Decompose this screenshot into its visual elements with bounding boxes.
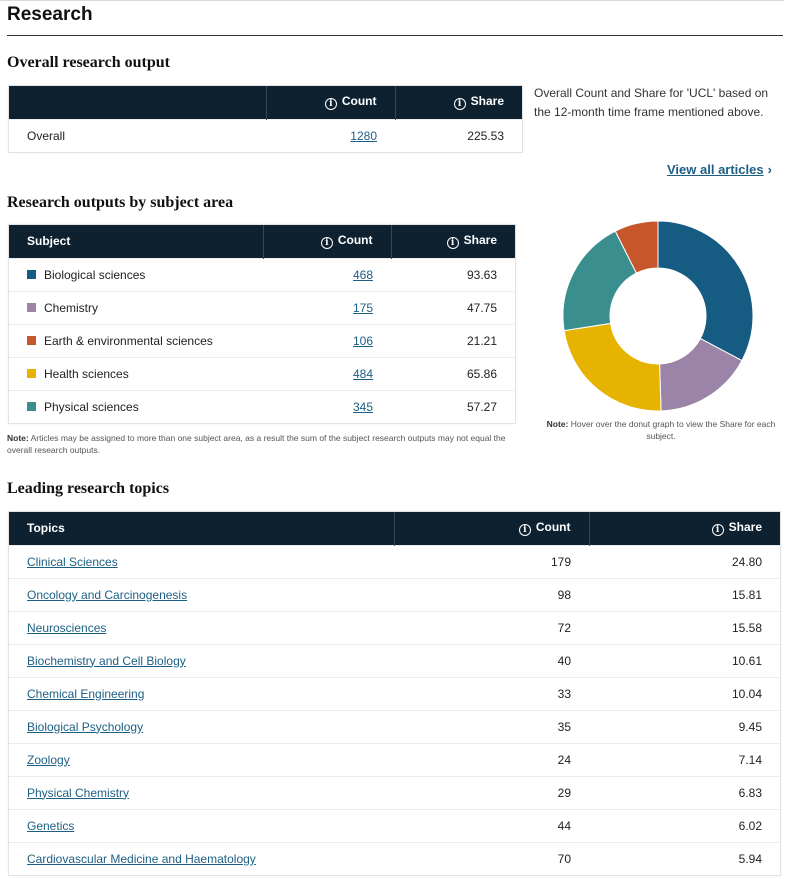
topic-share: 7.14	[589, 743, 780, 776]
topic-cell	[9, 578, 394, 611]
subject-label-cell	[9, 357, 263, 390]
subject-count-link[interactable]: 484	[352, 366, 373, 381]
overall-description: Overall Count and Share for 'UCL' based on the 12-month time frame mentioned above.	[534, 86, 769, 119]
info-icon[interactable]: i	[325, 98, 337, 110]
topic-cell	[9, 710, 394, 743]
table-row	[9, 578, 780, 611]
subject-share: 93.63	[391, 258, 515, 291]
table-row	[9, 324, 515, 357]
subject-count-cell	[263, 324, 391, 357]
overall-count-link[interactable]: 1280	[350, 128, 377, 143]
overall-count-cell	[266, 119, 395, 152]
subject-count-link[interactable]: 468	[352, 267, 373, 282]
legend-swatch	[27, 303, 36, 312]
subjects-header-count[interactable]: i Count	[263, 225, 391, 258]
subject-label: Chemistry	[44, 300, 99, 315]
topic-share: 15.58	[589, 611, 780, 644]
subject-label: Biological sciences	[44, 267, 146, 282]
topic-share: 9.45	[589, 710, 780, 743]
topic-link[interactable]: Clinical Sciences	[27, 554, 118, 569]
topic-share: 15.81	[589, 578, 780, 611]
table-row	[9, 776, 780, 809]
topic-cell	[9, 776, 394, 809]
subject-share: 65.86	[391, 357, 515, 390]
table-row	[9, 611, 780, 644]
topic-cell	[9, 842, 394, 875]
topic-cell	[9, 611, 394, 644]
subject-count-cell	[263, 291, 391, 324]
overall-label: Overall	[9, 119, 266, 152]
topics-table	[9, 512, 780, 875]
top-divider	[0, 0, 784, 1]
subject-count-cell	[263, 390, 391, 423]
legend-swatch	[27, 270, 36, 279]
table-row	[9, 644, 780, 677]
topic-count: 44	[394, 809, 589, 842]
topic-count: 33	[394, 677, 589, 710]
subject-donut-chart[interactable]	[563, 221, 753, 411]
topic-link[interactable]: Physical Chemistry	[27, 785, 130, 800]
view-all-articles-link[interactable]: View all articles ›	[667, 162, 772, 177]
topic-count: 40	[394, 644, 589, 677]
topics-section-title: Leading research topics	[7, 480, 170, 497]
topic-count: 24	[394, 743, 589, 776]
info-icon[interactable]: i	[519, 524, 531, 536]
overall-share: 225.53	[395, 119, 522, 152]
subject-label: Physical sciences	[44, 399, 139, 414]
page-title: Research	[7, 4, 93, 25]
subjects-header-share[interactable]: i Share	[391, 225, 515, 258]
topics-header-share[interactable]: i Share	[589, 512, 780, 545]
topic-share: 6.83	[589, 776, 780, 809]
topic-count: 29	[394, 776, 589, 809]
legend-swatch	[27, 336, 36, 345]
subject-label: Health sciences	[44, 366, 129, 381]
table-row	[9, 390, 515, 423]
topic-share: 10.04	[589, 677, 780, 710]
topic-share: 6.02	[589, 809, 780, 842]
donut-note: Note: Hover over the donut graph to view the Share for each subject.	[546, 419, 776, 441]
donut-svg[interactable]	[563, 221, 753, 411]
subjects-table	[9, 225, 515, 423]
title-divider	[7, 35, 783, 36]
topic-count: 98	[394, 578, 589, 611]
overall-header-count[interactable]: i Count	[266, 86, 395, 119]
info-icon[interactable]: i	[454, 98, 466, 110]
subject-label-cell	[9, 324, 263, 357]
legend-swatch	[27, 402, 36, 411]
topic-link[interactable]: Genetics	[27, 818, 75, 833]
topic-link[interactable]: Zoology	[27, 752, 70, 767]
legend-swatch	[27, 369, 36, 378]
topic-share: 10.61	[589, 644, 780, 677]
topic-link[interactable]: Biochemistry and Cell Biology	[27, 653, 186, 668]
info-icon[interactable]: i	[321, 237, 333, 249]
topic-cell	[9, 644, 394, 677]
topics-header-topic: Topics	[9, 512, 394, 545]
donut-slice-health-sciences[interactable]	[564, 323, 661, 411]
overall-section-title: Overall research output	[7, 54, 170, 71]
table-row	[9, 545, 780, 578]
subject-share: 21.21	[391, 324, 515, 357]
overall-header-share[interactable]: i Share	[395, 86, 522, 119]
topic-cell	[9, 545, 394, 578]
topics-header-count[interactable]: i Count	[394, 512, 589, 545]
topic-count: 70	[394, 842, 589, 875]
info-icon[interactable]: i	[447, 237, 459, 249]
subject-share: 47.75	[391, 291, 515, 324]
subject-count-link[interactable]: 106	[352, 333, 373, 348]
subject-count-cell	[263, 258, 391, 291]
subjects-section-title: Research outputs by subject area	[7, 194, 234, 211]
info-icon[interactable]: i	[712, 524, 724, 536]
topic-share: 24.80	[589, 545, 780, 578]
topic-cell	[9, 809, 394, 842]
subject-label-cell	[9, 390, 263, 423]
table-row	[9, 258, 515, 291]
topic-count: 35	[394, 710, 589, 743]
topic-count: 72	[394, 611, 589, 644]
table-row	[9, 842, 780, 875]
topic-share: 5.94	[589, 842, 780, 875]
subject-label-cell	[9, 258, 263, 291]
chevron-right-icon: ›	[767, 162, 772, 177]
topic-link[interactable]: Neurosciences	[27, 620, 107, 635]
donut-slice-biological-sciences[interactable]	[658, 221, 753, 361]
topic-cell	[9, 743, 394, 776]
topic-link[interactable]: Biological Psychology	[27, 719, 144, 734]
topic-link[interactable]: Oncology and Carcinogenesis	[27, 587, 188, 602]
subject-count-link[interactable]: 175	[352, 300, 373, 315]
topic-link[interactable]: Cardiovascular Medicine and Haematology	[27, 851, 256, 866]
overall-header-blank	[9, 86, 266, 119]
table-row	[9, 710, 780, 743]
table-row	[9, 291, 515, 324]
table-row	[9, 743, 780, 776]
subjects-header-subject: Subject	[9, 225, 263, 258]
topic-cell	[9, 677, 394, 710]
overall-table	[9, 86, 522, 152]
subject-count-cell	[263, 357, 391, 390]
table-row	[9, 119, 522, 152]
subject-count-link[interactable]: 345	[352, 399, 373, 414]
subject-label-cell	[9, 291, 263, 324]
topic-link[interactable]: Chemical Engineering	[27, 686, 145, 701]
subject-label: Earth & environmental sciences	[44, 333, 213, 348]
topic-count: 179	[394, 545, 589, 578]
subjects-note: Note: Articles may be assigned to more than one subject area, as a result the sum of the subject research outputs may not equal the overall research outputs.	[7, 433, 506, 455]
table-row	[9, 357, 515, 390]
table-row	[9, 809, 780, 842]
subject-share: 57.27	[391, 390, 515, 423]
table-row	[9, 677, 780, 710]
